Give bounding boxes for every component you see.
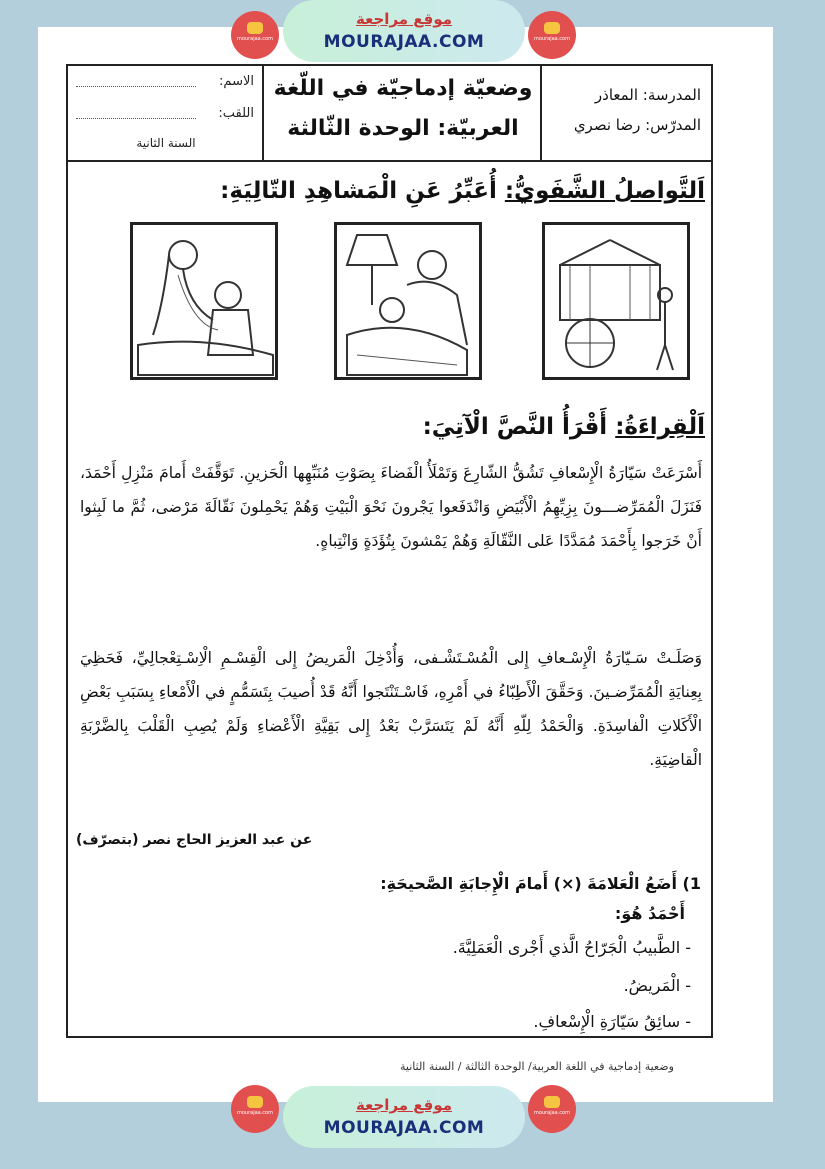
watermark-logo-icon: mourajaa.com — [528, 1085, 576, 1133]
worksheet-title-line2: العربيّة: الوحدة الثّالثة — [287, 116, 519, 141]
reading-paragraph-1: أَسْرَعَتْ سَيّارَةُ الْإِسْعافِ تَشُقُّ الشّارِعَ وَتَمْلَأُ الْفَضاءَ بِصَوْتِ مُنَبِّهِها الْحَزينِ. تَوَقَّفَتْ أَمامَ مَنْزِلِ أَحْمَدَ، فَنَزَلَ الْمُمَرِّضـــونَ بِزِيِّهِمُ الْأَبْيَضِ وَانْدَفَعوا يَجْرونَ نَحْوَ الْبَيْتِ وَهُمْ يَحْمِلونَ نَقّالَةَ مَرْضى، ثُمَّ ما لَبِثوا أَنْ خَرَجوا بِأَحْمَدَ مُمَدَّدًا عَلى النَّقّالَةِ وَهُمْ يَمْشونَ بِتُؤَدَةٍ وَانْتِباهٍ. — [80, 464, 702, 550]
doctor-examining-child-icon — [133, 225, 275, 377]
watermark-logo-icon: mourajaa.com — [231, 1085, 279, 1133]
oral-heading — [220, 178, 705, 204]
mother-with-sick-child-icon — [337, 225, 479, 377]
school-cell — [542, 66, 711, 160]
watermark-logo-icon: mourajaa.com — [231, 11, 279, 59]
reading-paragraph-2: وَصَلَـتْ سَـيّارَةُ الْإِسْـعافِ إِلى الْمُسْـتَشْـفى، وَأُدْخِلَ الْمَريضُ إِلى الْقِسْـمِ الْاِسْـتِعْجالِيِّ، فَحَظِيَ بِعِنايَةِ الْمُمَرِّضـينَ. وَحَقَّقَ الْأَطِبّاءُ في أَمْرِهِ، فَاسْـتَنْتَجوا أَنَّهُ قَدْ أُصيبَ بِتَسَمُّمٍ في الْأَمْعاءِ بِسَبَبِ بَعْضِ الْأَكَلاتِ الْفاسِدَةِ. وَالْحَمْدُ لِلّهِ أَنَّهُ لَمْ يَتَسَرَّبْ بَعْدُ إِلى بَقِيَّةِ الْأَعْضاءِ وَلَمْ يُصِبِ الْقَلْبَ بِالضَّرْبَةِ الْقاضِيَةِ. — [80, 649, 702, 769]
watermark-banner[interactable] — [283, 1086, 525, 1148]
title-cell — [264, 66, 542, 160]
answer-option-2[interactable]: - الْمَريضُ. — [623, 976, 691, 995]
watermark-banner[interactable] — [283, 0, 525, 62]
text-source: عن عبد العزيز الحاج نصر (بتصرّف) — [76, 832, 313, 848]
oral-heading-key: اَلتَّواصلُ الشَّفَويُّ: — [504, 178, 705, 204]
page-footer: وضعية إدماجية في اللغة العربية/ الوحدة الثالثة / السنة الثانية — [400, 1060, 674, 1073]
answer-option-3[interactable]: - سائِقُ سَيّارَةِ الْإِسْعافِ. — [533, 1012, 691, 1031]
watermark-arabic: موقع مراجعة — [355, 1096, 453, 1114]
grade-label: السنة الثانية — [136, 136, 196, 150]
reading-heading-key: اَلْقِراءَةُ: — [615, 414, 705, 440]
watermark-logo-icon: mourajaa.com — [528, 11, 576, 59]
scene-doctor — [130, 222, 278, 380]
scene-street-vendor — [542, 222, 690, 380]
oral-heading-rest: أُعَبِّرُ عَنِ الْمَشاهِدِ التّالِيَةِ: — [220, 178, 497, 204]
teacher-name: المدرّس: رضا نصري — [573, 116, 701, 134]
worksheet-header — [68, 66, 711, 162]
name-field[interactable] — [76, 86, 196, 87]
surname-label: اللقب: — [218, 106, 254, 121]
name-label: الاسم: — [219, 74, 254, 89]
scene-sick-child — [334, 222, 482, 380]
question-1-prompt: 1) أَضَعُ الْعَلامَةَ (×) أَمامَ الْإِجابَةِ الصَّحيحَةِ: — [380, 874, 701, 893]
question-1-stem: أَحْمَدُ هُوَ: — [614, 904, 685, 923]
street-vendor-cart-icon — [545, 225, 687, 377]
watermark-latin: MOURAJAA.COM — [323, 1118, 485, 1138]
worksheet-title-line1: وضعيّة إدماجيّة في اللّغة — [273, 76, 533, 101]
watermark-arabic: موقع مراجعة — [355, 10, 453, 28]
school-name: المدرسة: المعاذر — [594, 86, 701, 104]
watermark-latin: MOURAJAA.COM — [323, 32, 485, 52]
surname-field[interactable] — [76, 118, 196, 119]
reading-heading — [423, 414, 705, 440]
worksheet-frame — [66, 64, 713, 1038]
answer-option-1[interactable]: - الطَّبيبُ الْجَرّاحُ الَّذي أَجْرى الْعَمَلِيَّةَ. — [452, 938, 691, 957]
student-info-cell — [68, 66, 264, 160]
reading-heading-rest: أَقْرَأُ النَّصَّ الْآتِيَ: — [422, 414, 608, 440]
